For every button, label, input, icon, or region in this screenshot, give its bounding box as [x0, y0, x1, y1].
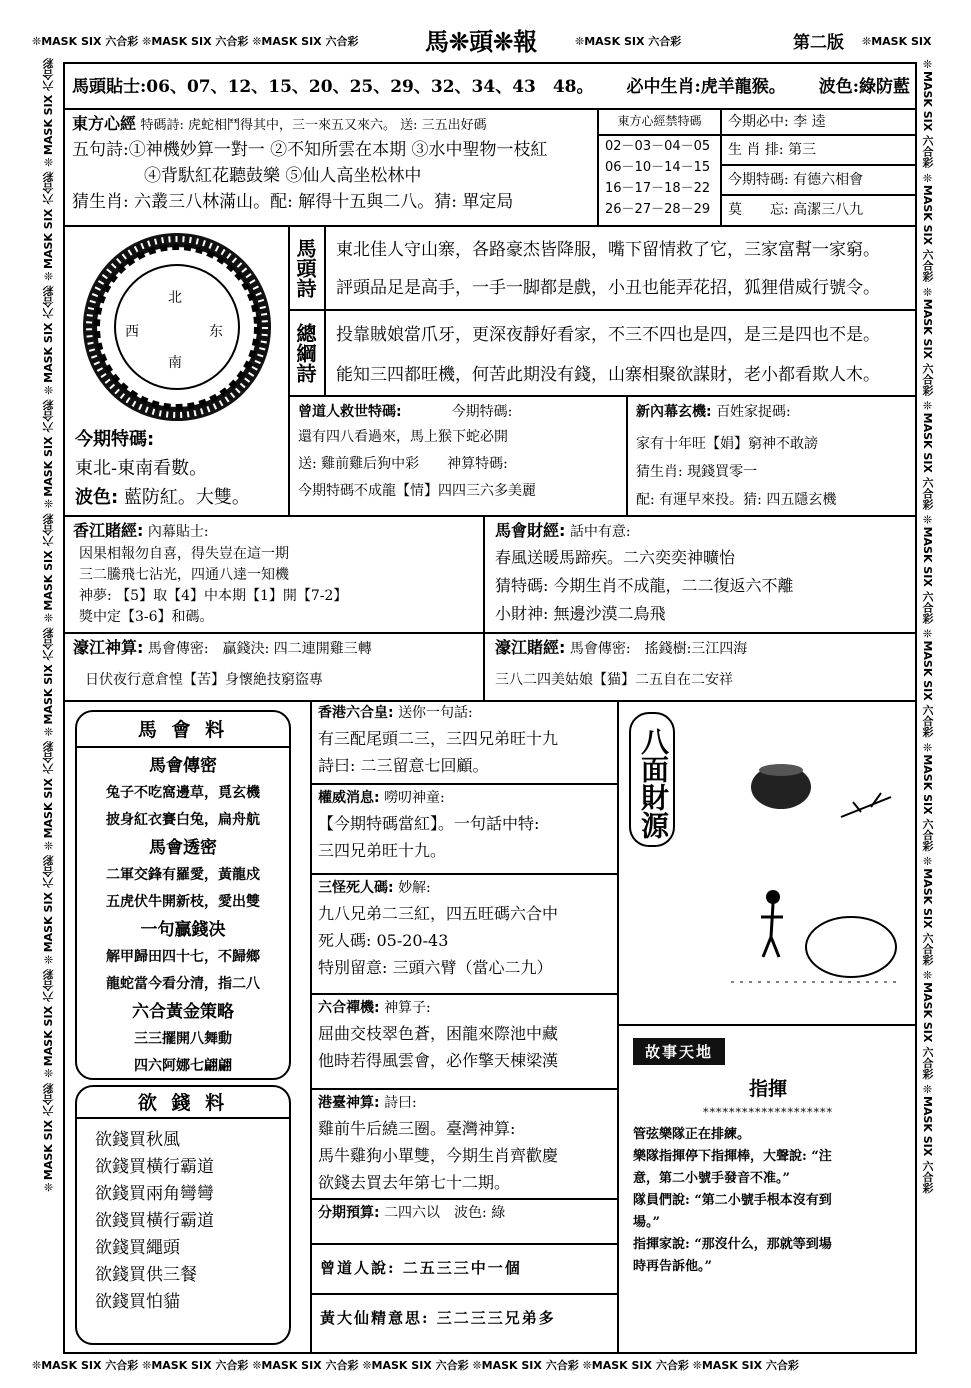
haojiang-du-line: 三八二四美姑娘【猫】二五自在二安祥 — [495, 672, 733, 688]
info-label: 今期必中: — [728, 114, 789, 130]
info-value: 高潔三八九 — [793, 202, 864, 218]
mahui-cai-line: 猜特碼: 今期生肖不成龍，二二復返六不離 — [495, 576, 794, 595]
xinneimu-line: 配: 有運早來投。猜: 四五隱玄機 — [636, 492, 837, 508]
middle-section-line: 詩曰: 二三留意七回顧。 — [318, 756, 489, 775]
middle-section-line: 他時若得風雲會，必作擎天棟梁漢 — [318, 1051, 559, 1070]
middle-column — [310, 700, 619, 1354]
middle-section-line: 死人碼: 05-20-43 — [318, 931, 449, 950]
direction-north: 北 — [168, 290, 182, 306]
story-title: 指揮 — [748, 1078, 787, 1100]
yuqian-liao-line: 欲錢買怕貓 — [95, 1292, 180, 1312]
middle-section-line: 三四兄弟旺十九。 — [318, 841, 447, 860]
xinneimu-line: 猜生肖: 現錢買零一 — [636, 464, 758, 480]
compass-panel — [65, 227, 290, 515]
middle-section-title: 六合禪機: — [318, 1000, 380, 1016]
story-line: 意，第二小號手發音不准。” — [633, 1171, 790, 1186]
middle-section-title: 分期預算: — [318, 1205, 380, 1221]
haojiang-shen-section — [65, 634, 485, 700]
middle-section-line: 馬牛雞狗小單雙，今期生肖齊歡慶 — [318, 1146, 559, 1165]
middle-section — [312, 995, 617, 1090]
middle-section-title: 香港六合皇: — [318, 705, 394, 721]
middle-section — [312, 1200, 617, 1245]
haojiang-shen-line: 日伏夜行意倉惶【苦】身懷絶技窮盜專 — [85, 672, 323, 688]
special-label: 今期特碼: — [75, 429, 155, 450]
mahui-liao-title: 馬 會 料 — [77, 712, 289, 748]
border-top-right: ❊MASK SIX — [862, 35, 932, 48]
info-label: 生 肖 排: — [728, 142, 784, 158]
info-value: 李 逵 — [793, 114, 826, 130]
matou-poem-line: 東北佳人守山寨，各路豪杰皆降服，嘴下留情救了它，三家富幫一家窮。 — [336, 240, 880, 260]
color-value: 綠防藍 — [858, 77, 910, 97]
middle-section — [312, 875, 617, 995]
zonggang-poem-line: 能知三四都旺機，何苦此期没有錢，山寨相聚欲謀財，老小都看欺人木。 — [336, 365, 880, 385]
dongfang-title: 東方心經 — [72, 114, 137, 133]
border-bottom: ❊MASK SIX 六合彩 ❊MASK SIX 六合彩 ❊MASK SIX 六合彩 ❊MASK SIX 六合彩 ❊MASK SIX 六合彩 ❊MASK SIX 六合彩 ❊MASK SIX 六合彩 — [32, 1359, 799, 1372]
mahui-liao-line: 五虎伏牛開新枝，愛出雙 — [106, 894, 260, 910]
info-value: 第三 — [788, 142, 817, 158]
yuqian-liao-line: 欲錢買供三餐 — [95, 1265, 197, 1285]
cartoon-illustration-icon — [721, 722, 911, 1012]
haojiang-du-section — [487, 634, 917, 700]
middle-section-sub: 二四六以 波色: 綠 — [384, 1205, 506, 1221]
border-left: ❊MASK SIX 六合彩 ❊MASK SIX 六合彩 ❊MASK SIX 六合彩 ❊MASK SIX 六合彩 ❊MASK SIX 六合彩 ❊MASK SIX 六合彩 ❊MASK SIX 六合彩 ❊MASK SIX 六合彩 ❊MASK SIX 六合彩 ❊MASK SIX 六合彩 — [42, 58, 55, 1194]
xiangjiang-line: 三二騰飛七沾光，四通八達一知機 — [79, 567, 289, 583]
direction-west: 西 — [125, 324, 139, 340]
mahui-liao-line: 兔子不吃窩邊草，覓玄機 — [106, 785, 260, 801]
info-value: 有德六相會 — [793, 172, 864, 188]
story-stars: ******************** — [703, 1106, 833, 1119]
zengdao-line: 還有四八看過來，馬上猴下蛇必開 — [298, 429, 508, 445]
middle-section-title: 港臺神算: — [318, 1095, 380, 1111]
info-row — [722, 136, 917, 166]
forbidden-row: 02－03－04－05 — [605, 139, 711, 154]
dongfang-section — [72, 112, 597, 215]
picture-caption: 八面財源 — [629, 712, 675, 847]
mahui-cai-title: 馬會財經: — [495, 521, 566, 540]
border-top-middle: ❊MASK SIX 六合彩 — [575, 35, 682, 48]
zodiac-value: 虎羊龍猴。 — [700, 77, 786, 97]
info-row — [722, 166, 917, 196]
xiangjiang-section — [65, 517, 485, 632]
info-label: 莫 忘: — [728, 202, 789, 218]
story-line: 管弦樂隊正在排練。 — [633, 1127, 751, 1142]
mahui-liao-heading: 六合黃金策略 — [132, 1002, 234, 1022]
guess-line: 猜生肖: 六叢三八林滿山。配: 解得十五與二八。猜: 單定局 — [72, 192, 514, 212]
forbidden-row: 16－17－18－22 — [605, 181, 711, 196]
story-section — [621, 1026, 915, 1352]
zonggang-poem-line: 投靠賊娘當爪牙，更深夜靜好看家，不三不四也是四，是三是四也不是。 — [336, 325, 880, 345]
mahui-liao-box — [75, 710, 291, 1080]
edition-label: 第二版 — [793, 33, 844, 53]
middle-section-sub: 神算子: — [384, 1000, 431, 1016]
mahui-liao-line: 三三擺開八舞動 — [134, 1031, 232, 1047]
middle-section-sub: 嘮叨神童: — [384, 790, 445, 806]
matou-poem-label: 馬頭詩 — [290, 227, 326, 309]
yuqian-liao-line: 欲錢買繩頭 — [95, 1238, 180, 1258]
story-line: 時再告訴他。” — [633, 1259, 712, 1274]
matou-poem — [290, 227, 917, 311]
middle-section — [312, 1090, 617, 1200]
mahui-liao-heading: 一句贏錢决 — [140, 920, 226, 940]
mahui-cai-line: 春風送暖馬蹄疾。二六奕奕神曠怡 — [495, 548, 736, 567]
middle-section-line: 特別留意: 三頭六臂（當心二九） — [318, 958, 553, 977]
middle-section-sub: 妙解: — [398, 880, 431, 896]
info-row — [722, 108, 917, 136]
mahui-liao-line: 四六阿娜七翩翩 — [134, 1058, 232, 1074]
mahui-cai-section — [487, 517, 917, 632]
info-label: 今期特碼: — [728, 172, 789, 188]
zengdao-says: 曾道人說: 二五三三中一個 — [312, 1245, 617, 1295]
zodiac-label: 必中生肖: — [626, 77, 701, 97]
tips-row — [72, 74, 910, 100]
middle-section-line: 屈曲交枝翠色蒼，困龍來際池中藏 — [318, 1024, 559, 1043]
five-label: 五句詩: — [72, 140, 129, 160]
mahui-liao-line: 龍蛇當今看分清，指二八 — [106, 976, 260, 992]
xiangjiang-line: 獎中定【3-6】和碼。 — [79, 609, 214, 625]
middle-section-line: 【今期特碼當紅】。一句話中特: — [318, 814, 540, 833]
zengdao-title: 曾道人救世特碼: — [298, 404, 402, 420]
picture-area — [621, 702, 915, 1022]
border-right: ❊MASK SIX 六合彩 ❊MASK SIX 六合彩 ❊MASK SIX 六合彩 ❊MASK SIX 六合彩 ❊MASK SIX 六合彩 ❊MASK SIX 六合彩 ❊MASK SIX 六合彩 ❊MASK SIX 六合彩 ❊MASK SIX 六合彩 ❊MASK SIX 六合彩 — [921, 58, 934, 1194]
forbidden-box — [597, 108, 722, 227]
yuqian-liao-line: 欲錢買兩角彎彎 — [95, 1184, 214, 1204]
huangdaxian-says: 黃大仙精意思: 三二三三兄弟多 — [320, 1309, 556, 1327]
story-line: 樂隊指揮停下指揮棒，大聲說: “注 — [633, 1149, 832, 1164]
compass-color-value: 藍防紅。大雙。 — [123, 487, 250, 508]
xinneimu-section — [630, 397, 915, 518]
xinneimu-sub: 百姓家捉碼: — [716, 404, 791, 420]
mahui-liao-heading: 馬會透密 — [149, 838, 217, 858]
yuqian-liao-line: 欲錢買橫行霸道 — [95, 1157, 214, 1177]
middle-section-line: 欲錢去買去年第七十二期。 — [318, 1173, 511, 1192]
xinneimu-title: 新內幕玄機: — [636, 404, 712, 420]
direction-east: 东 — [209, 324, 223, 340]
middle-section — [312, 785, 617, 875]
xiangjiang-line: 因果相報勿自喜，得失豈在這一期 — [79, 546, 289, 562]
yuqian-liao-line: 欲錢買橫行霸道 — [95, 1211, 214, 1231]
yuqian-liao-box — [75, 1085, 291, 1345]
middle-section-title: 權威消息: — [318, 790, 380, 806]
haojiang-shen-title: 濠江神算: — [73, 638, 144, 657]
middle-section-sub: 詩曰: — [384, 1095, 417, 1111]
zengdao-line: 送: 雞前雞后狗中彩 神算特碼: — [298, 456, 508, 472]
middle-section-line: 九八兄弟二三紅，四五旺碼六合中 — [318, 904, 559, 923]
masthead-title: 馬❊頭❊報 — [425, 27, 538, 56]
xiangjiang-title: 香江賭經: — [73, 521, 144, 540]
haojiang-du-title: 濠江賭經: — [495, 638, 566, 657]
zonggang-poem — [290, 311, 917, 397]
mahui-cai-line: 小財神: 無邊沙漠二鳥飛 — [495, 604, 666, 623]
zengdao-section — [290, 397, 628, 515]
direction-south: 南 — [168, 355, 182, 371]
haojiang-du-sub: 馬會傳密: 搖錢樹:三江四海 — [569, 641, 748, 657]
forbidden-title: 東方心經禁特碼 — [599, 108, 720, 136]
zonggang-poem-label: 總綱詩 — [290, 311, 326, 395]
compass-color-label: 波色: — [75, 487, 119, 508]
info-box — [722, 108, 917, 226]
yuqian-liao-title: 欲 錢 料 — [77, 1087, 289, 1119]
haojiang-shen-sub: 馬會傳密: 贏錢決: 四二連開雞三轉 — [147, 641, 372, 657]
special-value: 東北-東南看數。 — [75, 458, 208, 479]
dongfang-poem: 特碼詩: 虎蛇相鬥得其中，三一來五又來六。 送: 三五出好碼 — [140, 118, 487, 133]
story-tag: 故事天地 — [633, 1038, 725, 1065]
middle-section-line: 有三配尾頭二三，三四兄弟旺十九 — [318, 729, 559, 748]
forbidden-row: 26－27－28－29 — [605, 202, 711, 217]
story-line: 隊員們說: “第二小號手根本沒有到 — [633, 1193, 832, 1208]
story-line: 指揮家說: “那沒什么，那就等到場 — [633, 1237, 832, 1252]
matou-poem-line: 評頭品足是高手，一手一脚都是戲，小丑也能弄花招，狐狸借威行號令。 — [336, 278, 880, 298]
xinneimu-line: 家有十年旺【娟】窮神不敢謗 — [636, 436, 818, 452]
tips-label: 馬頭貼士: — [72, 77, 147, 97]
xiangjiang-line: 神夢: 【5】取【4】中本期【1】開【7-2】 — [79, 588, 348, 604]
tips-numbers: 06、07、12、15、20、25、29、32、34、43 48。 — [146, 77, 594, 97]
border-top-left: ❊MASK SIX 六合彩 ❊MASK SIX 六合彩 ❊MASK SIX 六合彩 — [32, 35, 359, 48]
xiangjiang-sub: 內幕貼士: — [147, 524, 209, 540]
five-line-2: ④背馱紅花聽鼓樂 ⑤仙人高坐松林中 — [144, 166, 422, 186]
mahui-cai-sub: 話中有意: — [569, 524, 631, 540]
story-line: 場。” — [633, 1215, 660, 1230]
mahui-liao-line: 披身紅衣賽白兔，扁舟航 — [106, 812, 260, 828]
five-line-1: ①神機妙算一對一 ②不知所雲在本期 ③水中聖物一枝紅 — [128, 140, 548, 160]
zengdao-line: 今期特碼不成龍【情】四四三六多美麗 — [298, 483, 536, 499]
forbidden-row: 06－10－14－15 — [605, 160, 711, 175]
zengdao-sub: 今期特碼: — [451, 404, 513, 420]
color-label: 波色: — [818, 77, 859, 97]
mahui-liao-line: 解甲歸田四十七，不歸鄉 — [106, 949, 260, 965]
compass-wheel-icon — [65, 227, 290, 427]
yuqian-liao-line: 欲錢買秋風 — [95, 1130, 180, 1150]
middle-section-title: 三怪死人碼: — [318, 880, 394, 896]
middle-section — [312, 700, 617, 785]
info-row — [722, 196, 917, 226]
middle-section-line: 雞前牛后繞三圈。臺灣神算: — [318, 1119, 516, 1138]
mahui-liao-line: 二軍交鋒有羅愛，黃龍戍 — [106, 867, 260, 883]
middle-section-sub: 送你一句話: — [398, 705, 473, 721]
mahui-liao-heading: 馬會傳密 — [149, 756, 217, 776]
